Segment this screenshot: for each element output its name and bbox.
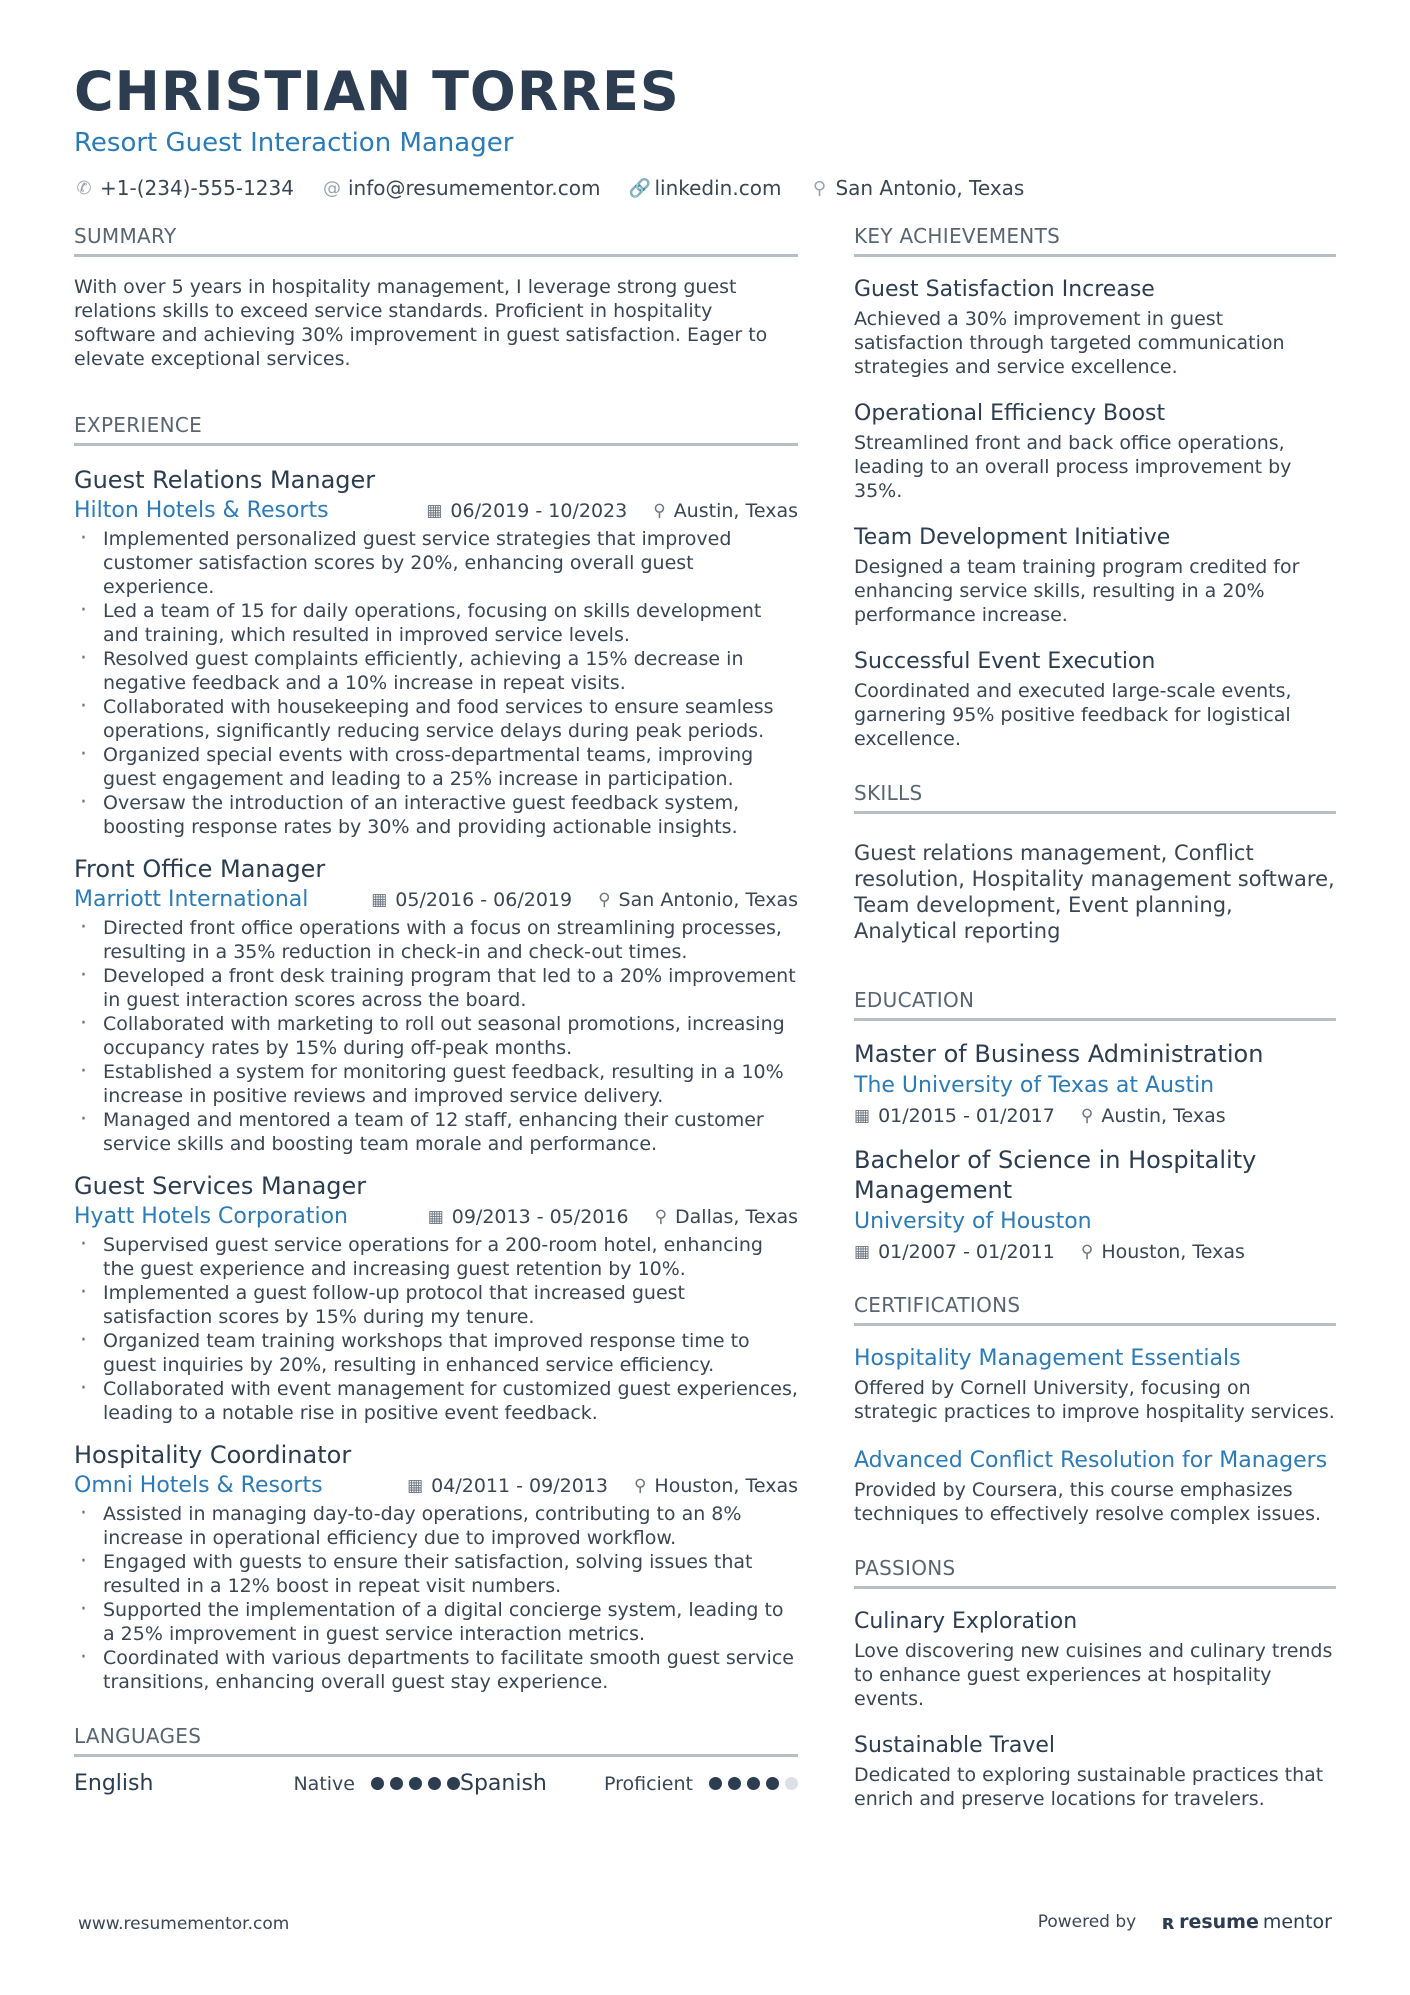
rating-dot <box>447 1777 460 1790</box>
job-bullet: · Established a system for monitoring guest feedback, resulting in a 10% increase in positive reviews and improved service delivery. <box>74 1060 798 1108</box>
job-meta <box>74 887 798 912</box>
passions-section <box>854 1556 1336 1811</box>
location-text: San Antonio, Texas <box>835 176 1025 200</box>
achievement-title: Guest Satisfaction Increase <box>854 277 1155 302</box>
job-bullet: · Implemented personalized guest service strategies that improved customer satisfaction scores by 20%, enhancing overall guest experience. <box>74 527 798 599</box>
rating-dot <box>371 1777 384 1790</box>
left-column <box>74 224 798 1796</box>
contact-row <box>74 176 1334 200</box>
summary-text: With over 5 years in hospitality management, I leverage strong guest relations skills to exceed service standards. Proficient in hospitality software and achieving 30% improvement in guest satisfaction. Eager to elevate exceptional services. <box>74 276 768 370</box>
passion-title: Culinary Exploration <box>854 1609 1078 1634</box>
education-location-text: Houston, Texas <box>1101 1241 1245 1263</box>
company-name: Hilton Hotels & Resorts <box>74 498 329 523</box>
achievements-list <box>854 275 1336 751</box>
experience-list <box>74 464 798 1694</box>
rating-dot <box>390 1777 403 1790</box>
certification-title: Advanced Conflict Resolution for Managers <box>854 1448 1328 1473</box>
certification-desc: Provided by Coursera, this course emphasizes techniques to effectively resolve complex issues. <box>854 1479 1322 1525</box>
brand-name-a: resume <box>1179 1911 1259 1933</box>
job-meta <box>74 498 798 523</box>
rating-dot <box>785 1777 798 1790</box>
job-location-text: Houston, Texas <box>654 1474 798 1497</box>
section-title-certifications: CERTIFICATIONS <box>854 1293 1336 1326</box>
rating-dot <box>409 1777 422 1790</box>
job-location-text: Austin, Texas <box>673 499 798 522</box>
achievement-desc: Achieved a 30% improvement in guest satisfaction through targeted communication strategies and service excellence. <box>854 308 1285 378</box>
passion-item <box>854 1607 1336 1711</box>
job-dates-text: 09/2013 - 05/2016 <box>451 1205 629 1228</box>
skills-section <box>854 781 1336 944</box>
certification-desc: Offered by Cornell University, focusing on strategic practices to improve hospitality services. <box>854 1377 1335 1423</box>
location-pin-icon: ⚲ <box>812 177 827 199</box>
certifications-section <box>854 1293 1336 1526</box>
calendar-icon: ▦ <box>407 1475 424 1496</box>
job-date-location <box>428 1206 798 1228</box>
passions-list <box>854 1607 1336 1811</box>
section-title-summary: SUMMARY <box>74 224 798 257</box>
experience-item <box>74 1170 798 1425</box>
link-icon: 🔗 <box>628 177 651 199</box>
phone-text: +1-(234)-555-1234 <box>100 176 294 200</box>
company-name: Hyatt Hotels Corporation <box>74 1204 348 1229</box>
brand-name-b: mentor <box>1262 1911 1332 1933</box>
passion-title: Sustainable Travel <box>854 1733 1056 1758</box>
job-dates <box>426 500 627 522</box>
experience-item <box>74 464 798 839</box>
job-location-text: San Antonio, Texas <box>618 888 798 911</box>
experience-item <box>74 1439 798 1694</box>
calendar-icon: ▦ <box>854 1242 871 1262</box>
rating-dot <box>747 1777 760 1790</box>
contact-phone <box>74 176 294 200</box>
job-dates <box>428 1206 629 1228</box>
achievement-item <box>854 523 1336 627</box>
education-item <box>854 1039 1336 1127</box>
language-level: Proficient <box>603 1772 693 1795</box>
job-dates <box>407 1475 608 1497</box>
education-meta <box>854 1241 1336 1263</box>
section-title-passions: PASSIONS <box>854 1556 1336 1589</box>
job-bullet: · Assisted in managing day-to-day operations, contributing to an 8% increase in operational efficiency due to improved workflow. <box>74 1502 798 1550</box>
job-bullet: · Engaged with guests to ensure their satisfaction, solving issues that resulted in a 12% boost in repeat visit numbers. <box>74 1550 798 1598</box>
language-level: Native <box>293 1772 355 1795</box>
job-bullet: · Organized special events with cross-departmental teams, improving guest engagement and leading to a 25% increase in participation. <box>74 743 798 791</box>
rating-dot <box>766 1777 779 1790</box>
brand-mark-icon: ʀ <box>1162 1910 1176 1934</box>
education-dates-text: 01/2015 - 01/2017 <box>878 1105 1055 1127</box>
summary-section <box>74 224 798 371</box>
language-item <box>460 1771 798 1796</box>
achievement-item <box>854 647 1336 751</box>
location-pin-icon: ⚲ <box>598 889 611 910</box>
location-pin-icon: ⚲ <box>1080 1242 1094 1262</box>
job-title: Guest Services Manager <box>74 1172 367 1200</box>
job-dates-text: 04/2011 - 09/2013 <box>431 1474 608 1497</box>
experience-section <box>74 413 798 1694</box>
phone-icon: ✆ <box>76 177 92 199</box>
footer-website[interactable]: www.resumementor.com <box>78 1914 290 1934</box>
calendar-icon: ▦ <box>371 889 388 910</box>
job-bullets <box>74 916 798 1156</box>
achievement-desc: Coordinated and executed large-scale events, garnering 95% positive feedback for logistical excellence. <box>854 680 1292 750</box>
job-date-location <box>407 1475 798 1497</box>
achievement-item <box>854 399 1336 503</box>
achievement-title: Team Development Initiative <box>854 525 1171 550</box>
job-bullet: · Collaborated with marketing to roll out seasonal promotions, increasing occupancy rates by 15% during off-peak months. <box>74 1012 798 1060</box>
job-location-text: Dallas, Texas <box>675 1205 798 1228</box>
certification-item <box>854 1344 1336 1424</box>
contact-linkedin[interactable] <box>628 176 781 200</box>
job-bullets <box>74 1502 798 1694</box>
education-section <box>854 988 1336 1263</box>
section-title-skills: SKILLS <box>854 781 1336 814</box>
company-name: Marriott International <box>74 887 309 912</box>
location-pin-icon: ⚲ <box>654 1206 668 1227</box>
brand-logo[interactable] <box>1162 1910 1332 1934</box>
rating-dot <box>728 1777 741 1790</box>
passion-desc: Dedicated to exploring sustainable practices that enrich and preserve locations for travelers. <box>854 1764 1324 1810</box>
job-bullets <box>74 1233 798 1425</box>
section-title-achievements: KEY ACHIEVEMENTS <box>854 224 1336 257</box>
job-bullet: · Oversaw the introduction of an interactive guest feedback system, boosting response rates by 30% and providing actionable insights. <box>74 791 798 839</box>
location-pin-icon: ⚲ <box>1080 1106 1094 1126</box>
job-bullet: · Managed and mentored a team of 12 staff, enhancing their customer service skills and boosting team morale and performance. <box>74 1108 798 1156</box>
job-title: Guest Relations Manager <box>74 466 376 494</box>
degree-title: Master of Business Administration <box>854 1040 1264 1068</box>
company-name: Omni Hotels & Resorts <box>74 1473 323 1498</box>
job-meta <box>74 1473 798 1498</box>
language-item <box>74 1771 460 1796</box>
right-column <box>854 224 1336 1831</box>
contact-location <box>809 176 1024 200</box>
job-meta <box>74 1204 798 1229</box>
languages-list <box>74 1771 798 1796</box>
candidate-role: Resort Guest Interaction Manager <box>74 128 514 158</box>
calendar-icon: ▦ <box>426 500 443 521</box>
skills-text: Guest relations management, Conflict resolution, Hospitality management software, Team development, Event planning, Analytical reporting <box>854 841 1335 943</box>
language-rating <box>709 1777 798 1790</box>
job-bullet: · Directed front office operations with a focus on streamlining processes, resulting in a 35% reduction in check-in and check-out times. <box>74 916 798 964</box>
section-title-experience: EXPERIENCE <box>74 413 798 446</box>
school-name: University of Houston <box>854 1209 1092 1234</box>
language-name: English <box>74 1771 154 1796</box>
education-item <box>854 1145 1336 1263</box>
achievements-section <box>854 224 1336 751</box>
location-pin-icon: ⚲ <box>633 1475 647 1496</box>
job-location <box>653 500 798 522</box>
resume-header <box>74 58 1334 200</box>
job-location <box>634 1475 798 1497</box>
calendar-icon: ▦ <box>854 1106 871 1126</box>
location-pin-icon: ⚲ <box>653 500 666 521</box>
calendar-icon: ▦ <box>427 1206 444 1227</box>
powered-by-label: Powered by <box>1037 1912 1137 1932</box>
passion-desc: Love discovering new cuisines and culinary trends to enhance guest experiences at hospitality events. <box>854 1640 1333 1710</box>
achievement-item <box>854 275 1336 379</box>
job-bullet: · Collaborated with event management for customized guest experiences, leading to a notable rise in positive event feedback. <box>74 1377 798 1425</box>
job-bullet: · Resolved guest complaints efficiently, achieving a 15% decrease in negative feedback and a 10% increase in repeat visits. <box>74 647 798 695</box>
achievement-desc: Designed a team training program credited for enhancing service skills, resulting in a 20% performance increase. <box>854 556 1300 626</box>
rating-dot <box>709 1777 722 1790</box>
job-bullets <box>74 527 798 839</box>
linkedin-text[interactable]: linkedin.com <box>654 176 782 200</box>
passion-item <box>854 1731 1336 1811</box>
education-dates <box>854 1241 1055 1263</box>
experience-item <box>74 853 798 1156</box>
certification-title: Hospitality Management Essentials <box>854 1346 1241 1371</box>
footer-brand <box>1038 1910 1332 1934</box>
education-dates-text: 01/2007 - 01/2011 <box>878 1241 1055 1263</box>
job-bullet: · Coordinated with various departments to facilitate smooth guest service transitions, enhancing overall guest stay experience. <box>74 1646 798 1694</box>
job-dates-text: 05/2016 - 06/2019 <box>395 888 573 911</box>
achievement-title: Operational Efficiency Boost <box>854 401 1166 426</box>
job-bullet: · Organized team training workshops that improved response time to guest inquiries by 20%, resulting in enhanced service efficiency. <box>74 1329 798 1377</box>
rating-dot <box>428 1777 441 1790</box>
job-bullet: · Collaborated with housekeeping and food services to ensure seamless operations, significantly reducing service delays during peak periods. <box>74 695 798 743</box>
degree-title: Bachelor of Science in Hospitality Management <box>854 1146 1257 1204</box>
job-bullet: · Implemented a guest follow-up protocol that increased guest satisfaction scores by 15% during my tenure. <box>74 1281 798 1329</box>
achievement-desc: Streamlined front and back office operations, leading to an overall process improvement by 35%. <box>854 432 1292 502</box>
education-meta <box>854 1105 1336 1127</box>
job-title: Hospitality Coordinator <box>74 1441 352 1469</box>
job-bullet: · Led a team of 15 for daily operations, focusing on skills development and training, which resulted in improved service levels. <box>74 599 798 647</box>
job-location <box>598 889 798 911</box>
achievement-title: Successful Event Execution <box>854 649 1156 674</box>
language-name: Spanish <box>460 1771 547 1796</box>
language-rating <box>371 1777 460 1790</box>
job-date-location <box>426 500 798 522</box>
job-date-location <box>371 889 798 911</box>
education-location <box>1081 1241 1245 1263</box>
school-name: The University of Texas at Austin <box>854 1073 1215 1098</box>
job-dates-text: 06/2019 - 10/2023 <box>450 499 628 522</box>
candidate-name: CHRISTIAN TORRES <box>74 60 680 123</box>
job-bullet: · Developed a front desk training program that led to a 20% improvement in guest interaction scores across the board. <box>74 964 798 1012</box>
education-dates <box>854 1105 1055 1127</box>
certifications-list <box>854 1344 1336 1526</box>
job-dates <box>371 889 572 911</box>
at-icon: @ <box>322 177 341 199</box>
section-title-languages: LANGUAGES <box>74 1724 798 1757</box>
job-bullet: · Supervised guest service operations for a 200-room hotel, enhancing the guest experience and increasing guest retention by 10%. <box>74 1233 798 1281</box>
certification-item <box>854 1446 1336 1526</box>
languages-section <box>74 1724 798 1796</box>
education-list <box>854 1039 1336 1263</box>
section-title-education: EDUCATION <box>854 988 1336 1021</box>
email-text[interactable]: info@resumementor.com <box>347 176 601 200</box>
education-location <box>1081 1105 1226 1127</box>
education-location-text: Austin, Texas <box>1101 1105 1226 1127</box>
job-location <box>655 1206 798 1228</box>
job-bullet: · Supported the implementation of a digital concierge system, leading to a 25% improvement in guest service interaction metrics. <box>74 1598 798 1646</box>
job-title: Front Office Manager <box>74 855 326 883</box>
contact-email[interactable] <box>322 176 600 200</box>
